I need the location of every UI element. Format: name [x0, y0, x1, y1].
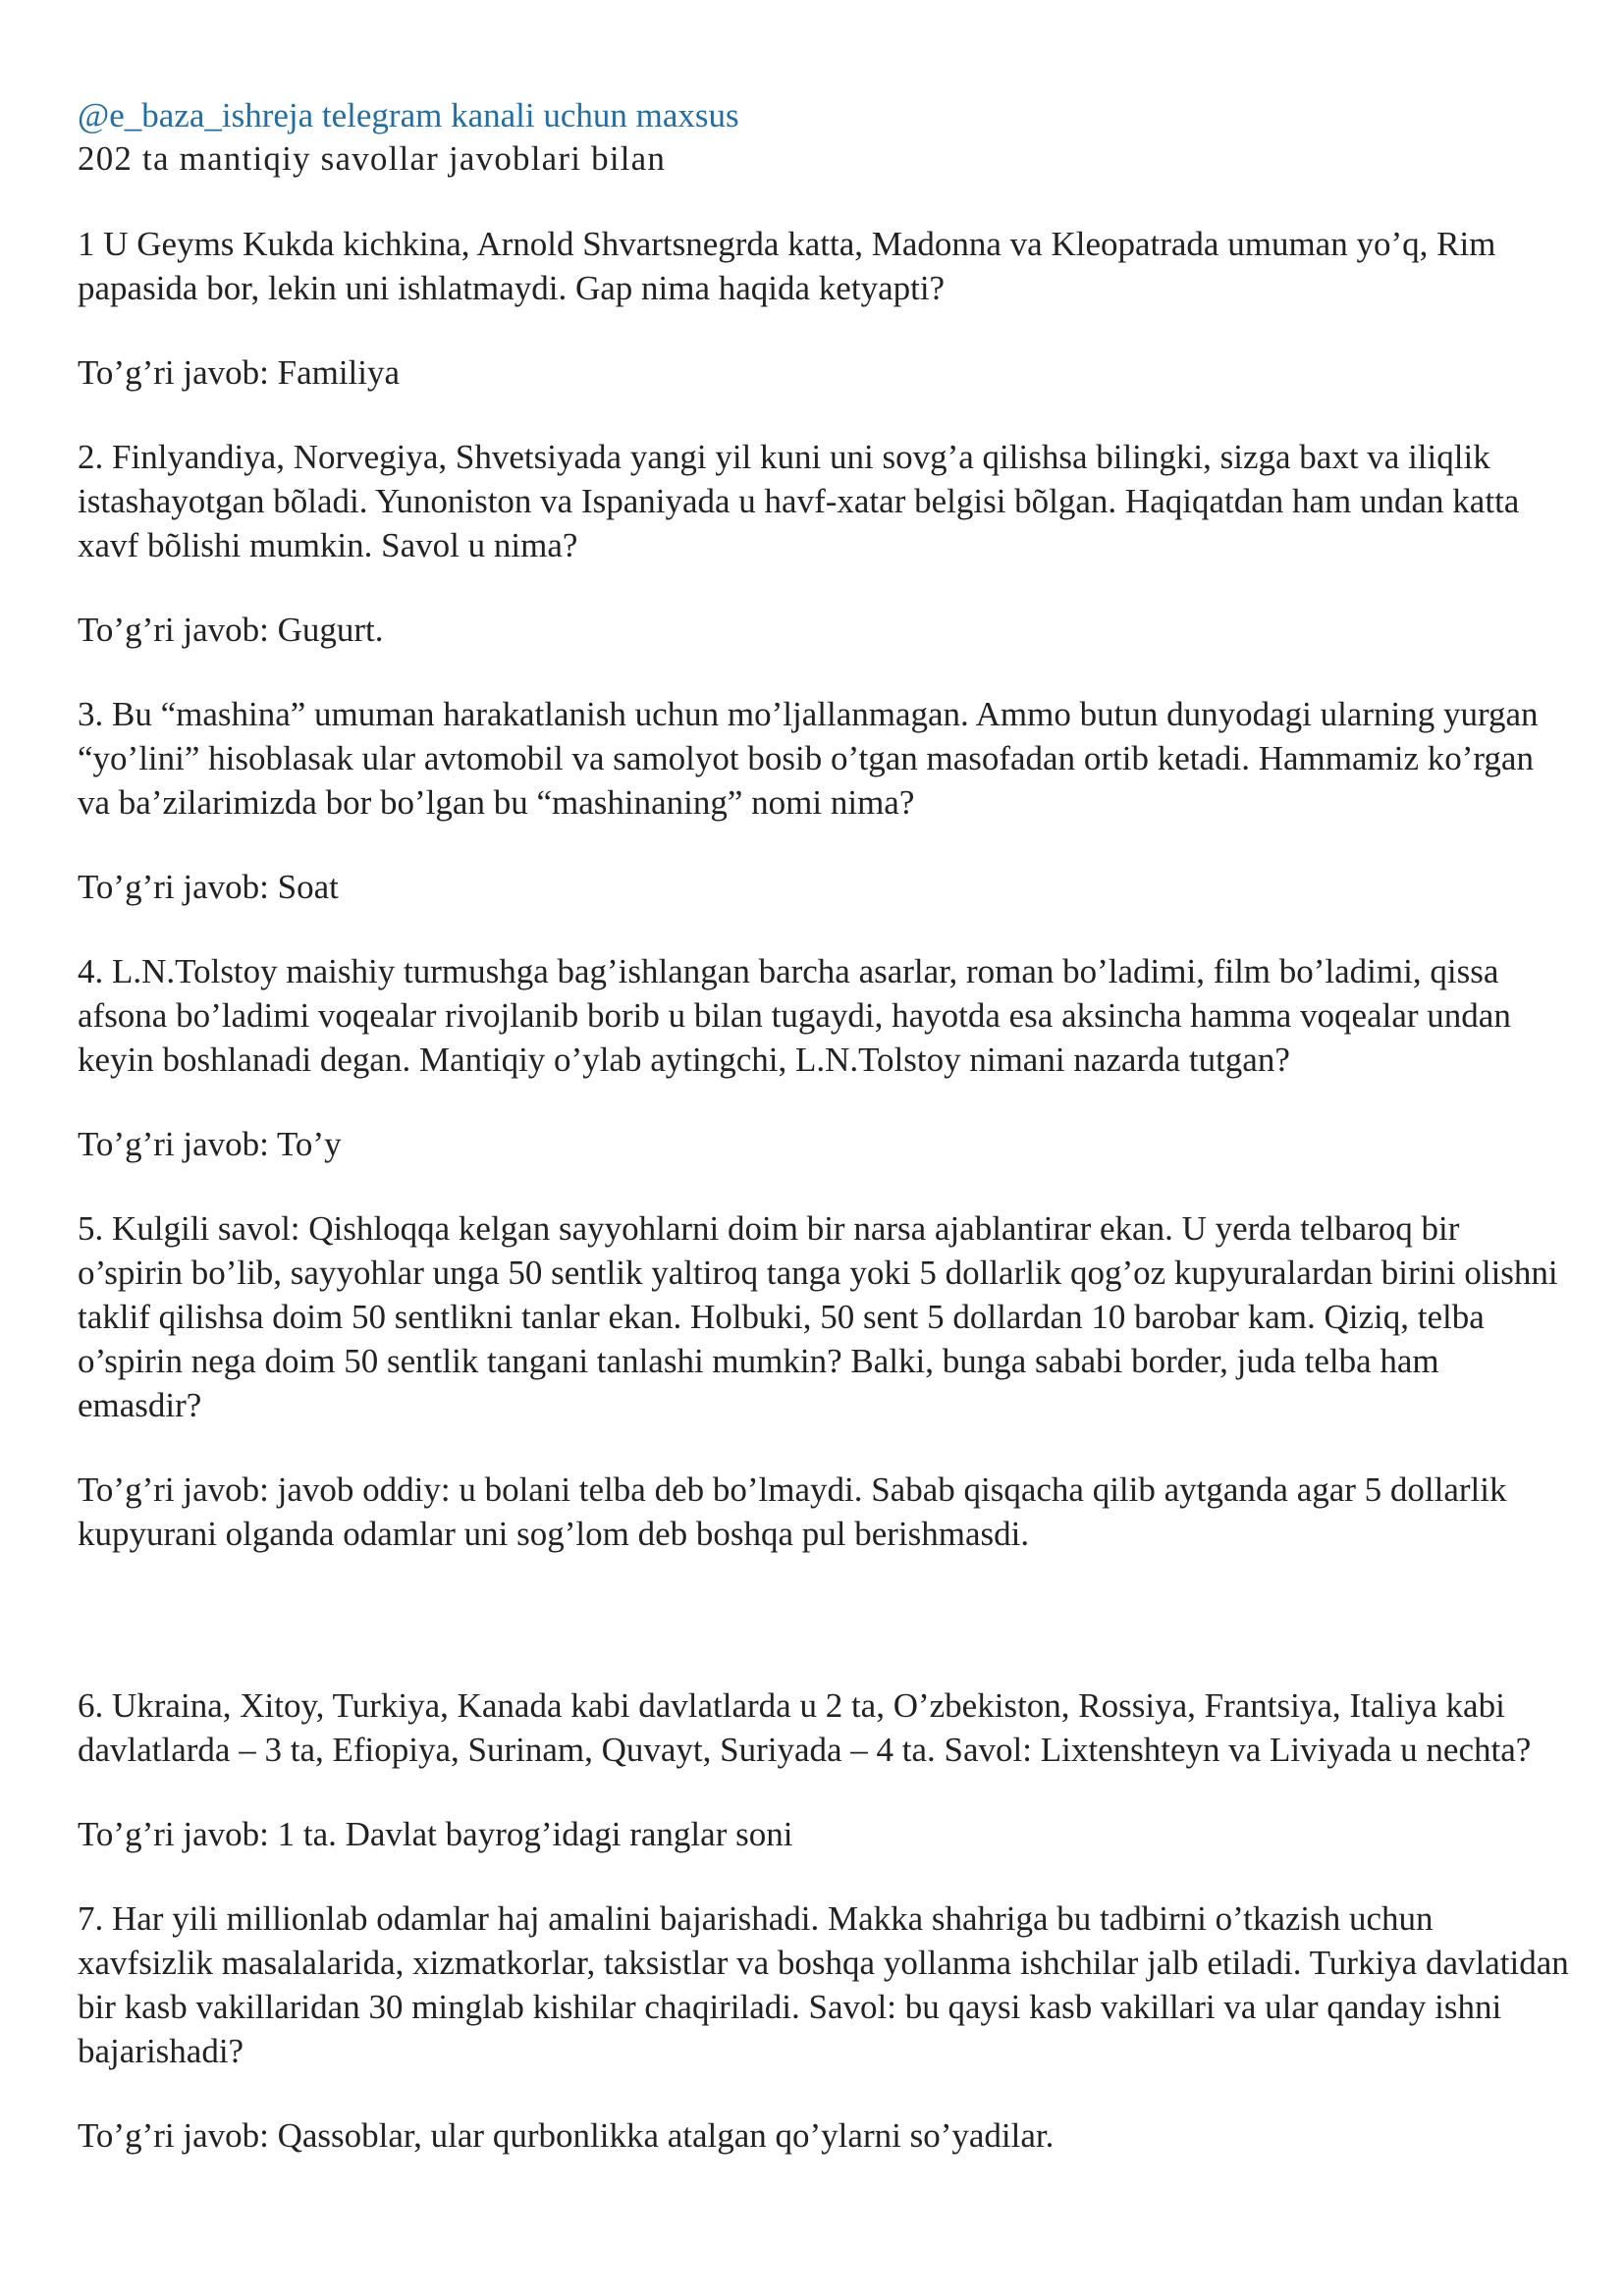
question-4: 4. L.N.Tolstoy maishiy turmushga bag’ishlangan barcha asarlar, roman bo’ladimi, film bo’ladimi, qissa afsona bo’ladimi voqealar rivojlanib borib u bilan tugaydi, hayotda esa aksincha hamma voqealar undan keyin boshlanadi degan. Mantiqiy o’ylab aytingchi, L.N.Tolstoy nimani nazarda tutgan? [78, 952, 1511, 1079]
question-3: 3. Bu “mashina” umuman harakatlanish uchun mo’ljallanmagan. Ammo butun dunyodagi ularning yurgan “yo’lini” hisoblasak ular avtomobil va samolyot bosib o’tgan masofadan ortib ketadi. Hammamiz ko’rgan va ba’zilarimizda bor bo’lgan bu “mashinaning” nomi nima? [78, 695, 1539, 822]
answer-5: To’g’ri javob: javob oddiy: u bolani telba deb bo’lmaydi. Sabab qisqacha qilib aytganda agar 5 dollarlik kupyurani olganda odamlar uni sog’lom deb boshqa pul berishmasdi. [78, 1470, 1507, 1553]
answer-6: To’g’ri javob: 1 ta. Davlat bayrog’idagi ranglar soni [78, 1815, 793, 1853]
document-subtitle: 202 ta mantiqiy savollar javoblari bilan [78, 139, 667, 178]
answer-7: To’g’ri javob: Qassoblar, ular qurbonlikka atalgan qo’ylarni so’yadilar. [78, 2116, 1055, 2155]
telegram-channel-link[interactable]: @e_baza_ishreja telegram kanali uchun maxsus [78, 96, 739, 134]
answer-4: To’g’ri javob: To’y [78, 1125, 342, 1163]
question-1: 1 U Geyms Kukda kichkina, Arnold Shvartsnegrda katta, Madonna va Kleopatrada umuman yo’q, Rim papasida bor, lekin uni ishlatmaydi. Gap nima haqida ketyapti? [78, 225, 1496, 307]
answer-3: To’g’ri javob: Soat [78, 868, 339, 906]
question-6: 6. Ukraina, Xitoy, Turkiya, Kanada kabi davlatlarda u 2 ta, O’zbekiston, Rossiya, Frantsiya, Italiya kabi davlatlarda – 3 ta, Efiopiya, Surinam, Quvayt, Suriyada – 4 ta. Savol: Lixtenshteyn va Liviyada u nechta? [78, 1686, 1532, 1769]
question-7: 7. Har yili millionlab odamlar haj amalini bajarishadi. Makka shahriga bu tadbirni o’tkazish uchun xavfsizlik masalalarida, xizmatkorlar, taksistlar va boshqa yollanma ishchilar jalb etiladi. Turkiya davlatidan bir kasb vakillaridan 30 minglab kishilar chaqiriladi. Savol: bu qaysi kasb vakillari va ular qanday ishni bajarishadi? [78, 1899, 1569, 2070]
question-5: 5. Kulgili savol: Qishloqqa kelgan sayyohlarni doim bir narsa ajablantirar ekan. U yerda telbaroq bir o’spirin bo’lib, sayyohlar unga 50 sentlik yaltiroq tanga yoki 5 dollarlik qog’oz kupyuralardan birini olishni taklif qilishsa doim 50 sentlikni tanlar ekan. Holbuki, 50 sent 5 dollardan 10 barobar kam. Qiziq, telba o’spirin nega doim 50 sentlik tangani tanlashi mumkin? Balki, bunga sababi border, juda telba ham emasdir? [78, 1209, 1558, 1424]
answer-1: To’g’ri javob: Familiya [78, 353, 401, 392]
question-2: 2. Finlyandiya, Norvegiya, Shvetsiyada yangi yil kuni uni sovg’a qilishsa bilingki, sizga baxt va iliqlik istashayotgan bõladi. Yunoniston va Ispaniyada u havf-xatar belgisi bõlgan. Haqiqatdan ham undan katta xavf bõlishi mumkin. Savol u nima? [78, 438, 1520, 564]
answer-2: To’g’ri javob: Gugurt. [78, 611, 384, 649]
document-content [78, 94, 1570, 2158]
